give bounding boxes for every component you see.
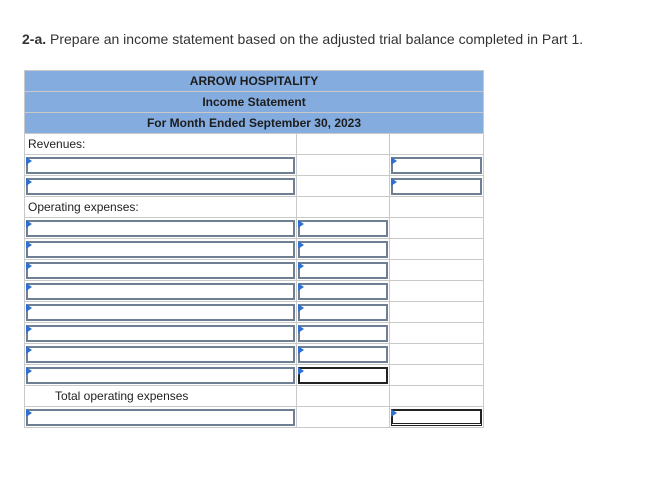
company-name: ARROW HOSPITALITY xyxy=(25,71,484,92)
dropdown-arrow-icon xyxy=(26,304,32,312)
net-income-amount-input[interactable] xyxy=(390,407,483,427)
expense-account-select-6[interactable] xyxy=(25,323,296,343)
revenue-amount-input-1[interactable] xyxy=(390,155,483,175)
net-income-label-select[interactable] xyxy=(25,407,296,427)
dropdown-arrow-icon xyxy=(26,325,32,333)
dropdown-arrow-icon xyxy=(26,220,32,228)
expense-amount-input-1[interactable] xyxy=(297,218,389,238)
dropdown-arrow-icon xyxy=(26,283,32,291)
expense-account-select-5[interactable] xyxy=(25,302,296,322)
question-text: Prepare an income statement based on the adjusted trial balance completed in Part 1. xyxy=(46,31,584,47)
dropdown-arrow-icon xyxy=(298,283,304,291)
expense-account-select-7[interactable] xyxy=(25,344,296,364)
dropdown-arrow-icon xyxy=(298,325,304,333)
dropdown-arrow-icon xyxy=(26,157,32,165)
total-operating-expenses-label: Total operating expenses xyxy=(25,386,297,407)
expense-account-select-1[interactable] xyxy=(25,218,296,238)
expense-amount-input-5[interactable] xyxy=(297,302,389,322)
dropdown-arrow-icon xyxy=(26,409,32,417)
expense-amount-input-2[interactable] xyxy=(297,239,389,259)
dropdown-arrow-icon xyxy=(298,304,304,312)
expense-amount-input-7[interactable] xyxy=(297,344,389,364)
dropdown-arrow-icon xyxy=(391,178,397,186)
expense-amount-input-3[interactable] xyxy=(297,260,389,280)
question-part-number: 2-a. xyxy=(22,31,47,47)
expense-amount-input-4[interactable] xyxy=(297,281,389,301)
dropdown-arrow-icon xyxy=(26,262,32,270)
expense-account-select-4[interactable] xyxy=(25,281,296,301)
income-statement-worksheet xyxy=(24,70,484,428)
expense-amount-input-6[interactable] xyxy=(297,323,389,343)
dropdown-arrow-icon xyxy=(298,367,304,375)
revenue-amount-input-2[interactable] xyxy=(390,176,483,196)
expense-account-select-3[interactable] xyxy=(25,260,296,280)
dropdown-arrow-icon xyxy=(26,178,32,186)
statement-title: Income Statement xyxy=(25,92,484,113)
dropdown-arrow-icon xyxy=(391,409,397,417)
dropdown-arrow-icon xyxy=(298,241,304,249)
dropdown-arrow-icon xyxy=(298,220,304,228)
question-instruction xyxy=(22,31,583,47)
expense-account-select-8[interactable] xyxy=(25,365,296,385)
dropdown-arrow-icon xyxy=(298,346,304,354)
dropdown-arrow-icon xyxy=(391,157,397,165)
revenue-account-select-2[interactable] xyxy=(25,176,296,196)
dropdown-arrow-icon xyxy=(26,367,32,375)
dropdown-arrow-icon xyxy=(26,346,32,354)
expense-amount-input-8[interactable] xyxy=(297,365,389,385)
expense-account-select-2[interactable] xyxy=(25,239,296,259)
dropdown-arrow-icon xyxy=(26,241,32,249)
statement-period: For Month Ended September 30, 2023 xyxy=(25,113,484,134)
operating-expenses-label: Operating expenses: xyxy=(25,197,297,218)
dropdown-arrow-icon xyxy=(298,262,304,270)
revenue-account-select-1[interactable] xyxy=(25,155,296,175)
revenues-label: Revenues: xyxy=(25,134,297,155)
